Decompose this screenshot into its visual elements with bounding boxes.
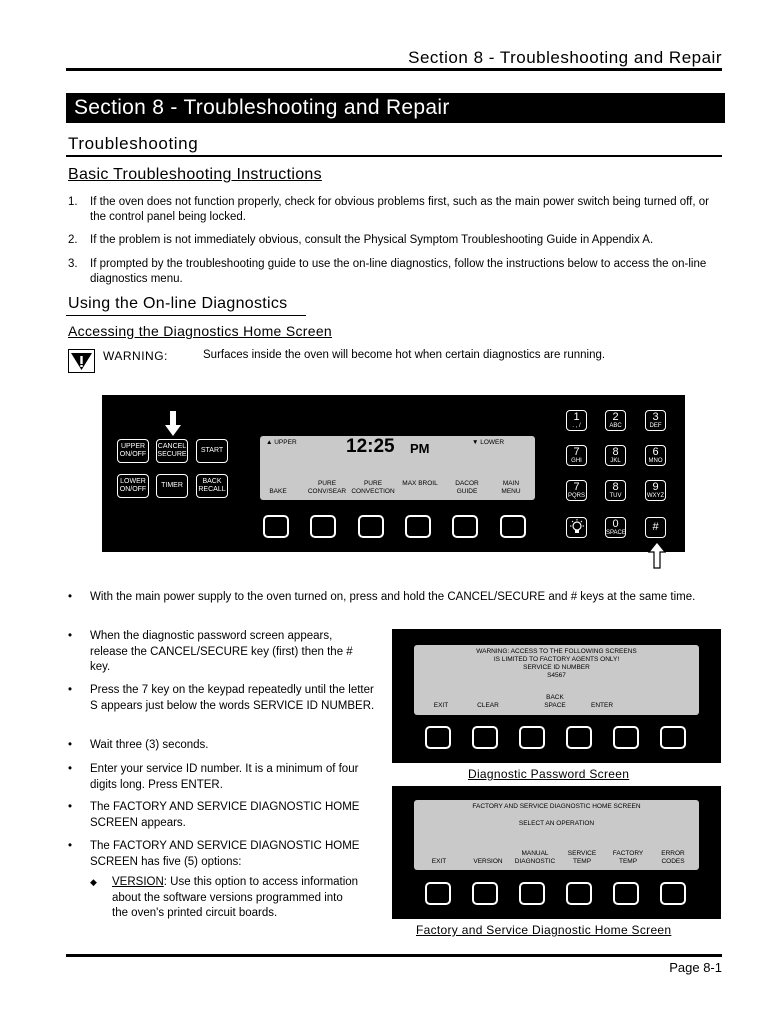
password-screen-figure — [392, 629, 721, 763]
bullet-dot: • — [68, 763, 73, 775]
step-number: 2. — [68, 234, 78, 246]
screen-line: IS LIMITED TO FACTORY AGENTS ONLY! — [493, 656, 620, 663]
key-digit: 7 — [573, 481, 580, 493]
step-number: 1. — [68, 196, 78, 208]
key-4[interactable] — [566, 445, 587, 466]
troubleshooting-heading: Troubleshooting — [68, 134, 199, 153]
option-version — [90, 875, 360, 922]
softkey-6[interactable] — [500, 515, 526, 538]
lcd-label-main-menu: MAIN MENU — [501, 480, 521, 495]
instruction-1 — [68, 590, 718, 606]
upper-onoff-key[interactable]: UPPER ON/OFF — [117, 439, 149, 463]
light-bulb-icon — [568, 518, 586, 536]
online-heading-underline — [66, 315, 306, 316]
key-letters: GHI — [571, 458, 582, 464]
key-7[interactable] — [566, 480, 587, 501]
clock-ampm: PM — [410, 441, 430, 456]
key-digit: 6 — [652, 446, 659, 458]
screen-prompt: SELECT AN OPERATION — [518, 820, 595, 827]
warning-label: WARNING: — [103, 349, 168, 363]
diamond-bullet-icon: ◆ — [90, 877, 97, 887]
key-digit: 1 — [573, 411, 580, 423]
key-hash[interactable] — [645, 517, 666, 538]
bullet-dot: • — [68, 739, 73, 751]
instruction-text: With the main power supply to the oven turned on, press and hold the CANCEL/SECURE and # keys at the same time. — [90, 591, 696, 603]
screen-softkey-6[interactable] — [660, 726, 686, 749]
screen-softkey-4[interactable] — [566, 726, 592, 749]
diagnostics-home-heading: Accessing the Diagnostics Home Screen — [68, 323, 332, 339]
screen-softkey-2[interactable] — [472, 882, 498, 905]
home-screen-figure — [392, 786, 721, 919]
key-digit: 8 — [612, 446, 619, 458]
password-screen-display — [414, 645, 699, 715]
screen-label-enter: ENTER — [590, 702, 614, 709]
screen-softkey-6[interactable] — [660, 882, 686, 905]
bullet-dot: • — [68, 684, 73, 696]
step-1 — [68, 195, 718, 225]
softkey-3[interactable] — [358, 515, 384, 538]
screen-title: FACTORY AND SERVICE DIAGNOSTIC HOME SCREEN — [472, 803, 641, 810]
header-rule — [66, 68, 722, 71]
key-letters: TUV — [609, 493, 622, 499]
key-digit: 0 — [612, 518, 619, 530]
option-term: VERSION — [112, 876, 164, 888]
instruction-text: When the diagnostic password screen appears, release the CANCEL/SECURE key (first) then the # key. — [90, 630, 353, 673]
key-digit: 3 — [652, 411, 659, 423]
home-screen-display — [414, 800, 699, 870]
screen-softkey-5[interactable] — [613, 726, 639, 749]
lcd-label-pure-conv-sear: PURE CONV/SEAR — [307, 480, 347, 495]
cancel-secure-key[interactable]: CANCEL SECURE — [156, 439, 188, 463]
option-text: : Use this option to access information about the software versions programmed into the oven's printed circuit boards. — [112, 876, 359, 919]
key-digit: 2 — [612, 411, 619, 423]
key-letters: JKL — [610, 458, 621, 464]
key-digit: 8 — [612, 481, 619, 493]
softkey-5[interactable] — [452, 515, 478, 538]
screen-label-exit: EXIT — [431, 858, 447, 865]
screen-label-version: VERSION — [473, 858, 503, 865]
instruction-6 — [68, 800, 373, 831]
bullet-dot: • — [68, 840, 73, 852]
lower-onoff-key[interactable]: LOWER ON/OFF — [117, 474, 149, 498]
oven-control-panel — [102, 395, 685, 552]
arrow-up-icon — [648, 541, 666, 569]
key-1[interactable] — [566, 410, 587, 431]
back-recall-key[interactable]: BACK RECALL — [196, 474, 228, 498]
screen-softkey-5[interactable] — [613, 882, 639, 905]
key-0[interactable] — [605, 517, 626, 538]
warning-icon — [68, 349, 95, 373]
lcd-label-pure-convection: PURE CONVECTION — [351, 480, 395, 495]
home-screen-caption: Factory and Service Diagnostic Home Screen — [416, 923, 672, 937]
instruction-4 — [68, 738, 373, 754]
page-number: Page 8-1 — [669, 960, 722, 975]
key-letters: SPACE — [606, 530, 626, 536]
key-6[interactable] — [645, 445, 666, 466]
screen-label-back-space: BACK SPACE — [544, 694, 566, 709]
screen-line: SERVICE ID NUMBER — [523, 664, 590, 671]
online-heading: Using the On-line Diagnostics — [68, 295, 288, 312]
step-text: If the oven does not function properly, check for obvious problems first, such as the main power switch being turned off, or the control panel being locked. — [90, 196, 709, 223]
screen-softkey-2[interactable] — [472, 726, 498, 749]
step-text: If prompted by the troubleshooting guide to use the on-line diagnostics, follow the instructions below to access the on-line diagnostics menu. — [90, 258, 707, 285]
screen-line: S4567 — [547, 672, 566, 679]
instruction-text: Press the 7 key on the keypad repeatedly until the letter S appears just below the words SERVICE ID NUMBER. — [90, 684, 375, 712]
step-2 — [68, 233, 718, 248]
step-text: If the problem is not immediately obvious, consult the Physical Symptom Troubleshooting Guide in Appendix A. — [90, 234, 654, 246]
heading-rule — [66, 155, 722, 157]
instruction-text: Wait three (3) seconds. — [90, 739, 209, 751]
key-2[interactable] — [605, 410, 626, 431]
key-8[interactable] — [605, 480, 626, 501]
arrow-down-icon — [165, 411, 181, 437]
key-letters: DEF — [649, 423, 662, 429]
screen-softkey-3[interactable] — [519, 882, 545, 905]
bullet-dot: • — [68, 630, 73, 642]
key-9[interactable] — [645, 480, 666, 501]
softkey-2[interactable] — [310, 515, 336, 538]
screen-softkey-3[interactable] — [519, 726, 545, 749]
screen-softkey-4[interactable] — [566, 882, 592, 905]
screen-label-manual-diagnostic: MANUAL DIAGNOSTIC — [514, 850, 556, 865]
screen-label-service-temp: SERVICE TEMP — [567, 850, 597, 865]
timer-key[interactable]: TIMER — [156, 474, 188, 498]
lcd-label-bake: BAKE — [269, 488, 287, 495]
key-letters: MNO — [648, 458, 663, 464]
key-digit: # — [652, 521, 659, 533]
section-title-bar: Section 8 - Troubleshooting and Repair — [66, 93, 725, 123]
key-3[interactable] — [645, 410, 666, 431]
password-screen-caption: Diagnostic Password Screen — [468, 767, 630, 781]
clock-time: 12:25 — [346, 436, 395, 457]
key-digit: 9 — [652, 481, 659, 493]
screen-line: WARNING: ACCESS TO THE FOLLOWING SCREENS — [476, 648, 637, 655]
screen-softkey-1[interactable] — [425, 882, 451, 905]
bullet-dot: • — [68, 591, 73, 603]
instruction-text: The FACTORY AND SERVICE DIAGNOSTIC HOME SCREEN appears. — [90, 801, 360, 829]
screen-label-error-codes: ERROR CODES — [661, 850, 685, 865]
instruction-text: The FACTORY AND SERVICE DIAGNOSTIC HOME SCREEN has five (5) options: — [90, 840, 360, 868]
instruction-7 — [68, 839, 373, 870]
key-digit: 7 — [573, 446, 580, 458]
softkey-4[interactable] — [405, 515, 431, 538]
upper-indicator: ▲ UPPER — [266, 439, 297, 446]
key-5[interactable] — [605, 445, 626, 466]
key-letters: ABC — [609, 423, 622, 429]
key-letters: . , / — [572, 423, 581, 429]
screen-label-clear: CLEAR — [477, 702, 499, 709]
running-header: Section 8 - Troubleshooting and Repair — [408, 48, 722, 67]
warning-text: Surfaces inside the oven will become hot when certain diagnostics are running. — [203, 349, 606, 361]
instruction-text: Enter your service ID number. It is a minimum of four digits long. Press ENTER. — [90, 763, 359, 791]
start-key[interactable]: START — [196, 439, 228, 463]
panel-display — [260, 436, 535, 500]
footer-rule — [66, 954, 722, 957]
step-number: 3. — [68, 258, 78, 270]
bullet-dot: • — [68, 801, 73, 813]
key-letters: WXYZ — [646, 493, 665, 499]
lcd-label-max-broil: MAX BROIL — [402, 480, 438, 487]
lower-indicator: ▼ LOWER — [472, 439, 505, 446]
screen-label-exit: EXIT — [433, 702, 449, 709]
softkey-1[interactable] — [263, 515, 289, 538]
light-key[interactable] — [566, 517, 587, 538]
screen-label-factory-temp: FACTORY TEMP — [612, 850, 644, 865]
instruction-3 — [68, 683, 378, 714]
lcd-label-dacor-guide: DACOR GUIDE — [455, 480, 479, 495]
instruction-5 — [68, 762, 373, 793]
instruction-2 — [68, 629, 373, 676]
step-3 — [68, 257, 718, 287]
key-letters: PQRS — [567, 493, 585, 499]
screen-softkey-1[interactable] — [425, 726, 451, 749]
basic-instructions-heading: Basic Troubleshooting Instructions — [68, 166, 322, 183]
